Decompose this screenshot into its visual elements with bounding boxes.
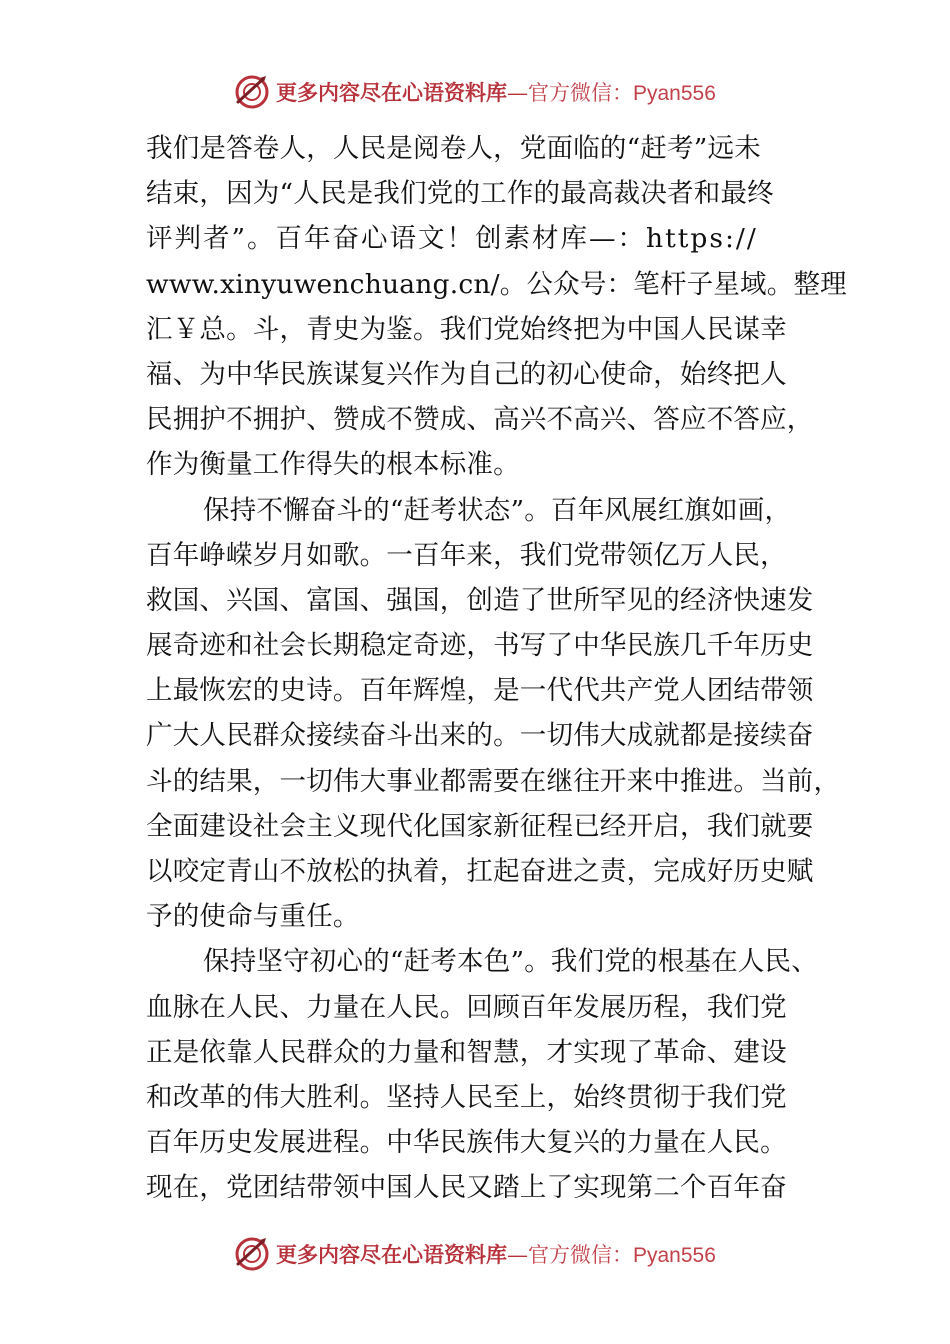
text-line: 展奇迹和社会长期稳定奇迹，书写了中华民族几千年历史: [146, 630, 814, 662]
footer-title: 更多内容尽在心语资料库: [276, 1242, 507, 1267]
header-dash: —: [507, 81, 528, 105]
header-banner: [232, 70, 716, 114]
document-body: [146, 126, 846, 1211]
text-line: 以咬定青山不放松的执着，扛起奋进之责，完成好历史赋: [146, 856, 814, 887]
text-line: 福、为中华民族谋复兴作为自己的初心使命，始终把人: [146, 358, 787, 390]
text-line: 我们是答卷人，人民是阅卷人，党面临的“赶考”远未: [146, 133, 761, 164]
footer-dash: —: [507, 1243, 528, 1267]
header-text: [276, 77, 716, 107]
text-line: 斗的结果，一切伟大事业都需要在继往开来中推进。当前，: [146, 765, 841, 797]
paragraph-start-line: 保持坚守初心的“赶考本色”。我们党的根基在人民、: [203, 946, 818, 978]
header-title: 更多内容尽在心语资料库: [276, 80, 507, 105]
footer-banner: [232, 1232, 716, 1276]
footer-wechat: 官方微信：Pyan556: [528, 1244, 716, 1267]
text-line: 民拥护不拥护、赞成不赞成、高兴不高兴、答应不答应，: [146, 404, 814, 436]
text-line: 救国、兴国、富国、强国，创造了世所罕见的经济快速发: [146, 584, 814, 616]
brand-logo-icon: [232, 72, 272, 112]
text-line: 汇￥总。斗，青史为鉴。我们党始终把为中国人民谋幸: [146, 313, 787, 345]
text-line: 结束，因为“人民是我们党的工作的最高裁决者和最终: [146, 178, 774, 210]
text-line: 血脉在人民、力量在人民。回顾百年发展历程，我们党: [146, 991, 787, 1023]
text-line: 百年历史发展进程。中华民族伟大复兴的力量在人民。: [146, 1127, 787, 1159]
text-line: 和改革的伟大胜利。坚持人民至上，始终贯彻于我们党: [146, 1081, 787, 1113]
text-line: 广大人民群众接续奋斗出来的。一切伟大成就都是接续奋: [146, 720, 814, 752]
text-line: 百年峥嵘岁月如歌。一百年来，我们党带领亿万人民，: [146, 539, 787, 571]
text-line: 上最恢宏的史诗。百年辉煌，是一代代共产党人团结带领: [146, 675, 814, 707]
brand-logo-icon: [232, 1234, 272, 1274]
text-line: www.xinyuwenchuang.cn/。公众号：笔杆子星域。整理: [146, 268, 847, 300]
header-wechat: 官方微信：Pyan556: [528, 82, 716, 105]
text-line: 作为衡量工作得失的根本标准。: [146, 449, 520, 481]
text-line: 正是依靠人民群众的力量和智慧，才实现了革命、建设: [146, 1036, 787, 1068]
text-line: 予的使命与重任。: [146, 901, 360, 933]
text-line: 评判者”。百年奋心语文！创素材库—：https://: [146, 223, 758, 255]
footer-text: [276, 1239, 716, 1269]
text-line: 全面建设社会主义现代化国家新征程已经开启，我们就要: [146, 810, 814, 842]
text-line: 现在，党团结带领中国人民又踏上了实现第二个百年奋: [146, 1172, 787, 1204]
paragraph-start-line: 保持不懈奋斗的“赶考状态”。百年风展红旗如画，: [203, 494, 792, 526]
